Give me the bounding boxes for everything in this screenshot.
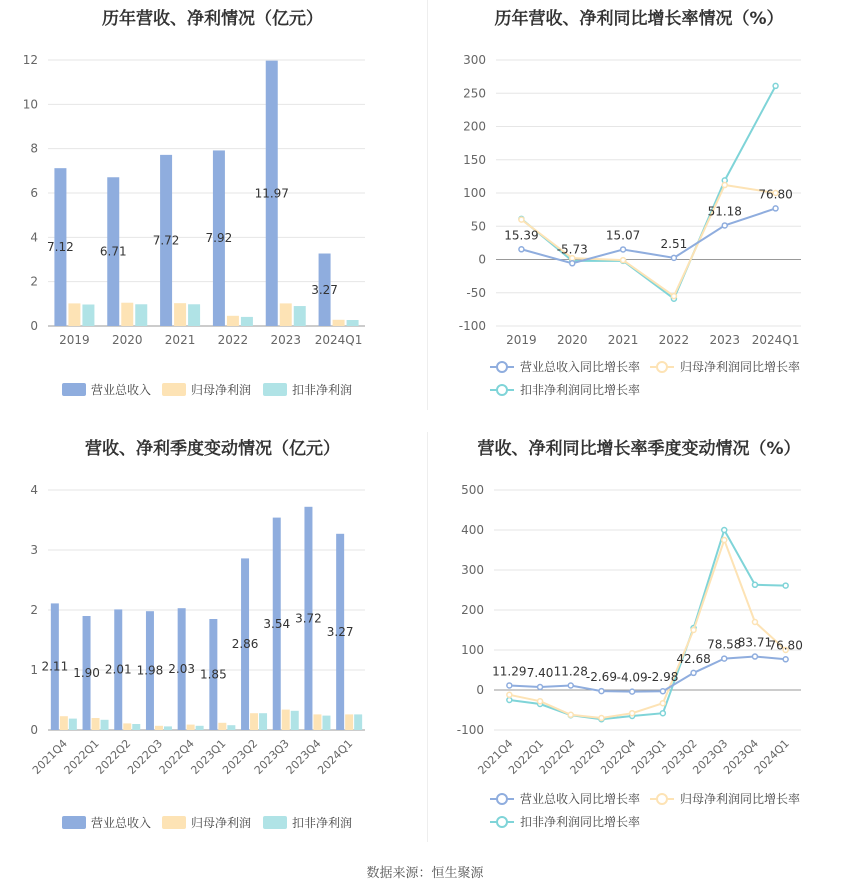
series-point: [722, 223, 727, 228]
series-point: [660, 711, 665, 716]
series-point: [599, 716, 604, 721]
quarterly-growth-chart: [428, 432, 850, 842]
series-point: [519, 247, 524, 252]
data-label: 7.12: [47, 240, 74, 255]
x-tick-label: 2023Q2: [220, 736, 261, 777]
x-tick-label: 2024Q1: [314, 333, 363, 347]
series-point: [568, 683, 573, 688]
legend-label: 营业总收入同比增长率: [520, 792, 641, 806]
annual-growth-panel: [428, 0, 850, 410]
y-tick-label: 200: [463, 119, 486, 134]
y-tick-label: 12: [22, 53, 38, 67]
y-tick-label: 150: [463, 152, 486, 167]
y-tick-label: 100: [461, 643, 484, 657]
series-point: [630, 689, 635, 694]
bar: [291, 711, 299, 730]
chart-title: 历年营收、净利情况（亿元）: [102, 9, 323, 29]
data-label: 42.68: [676, 651, 711, 666]
bar: [196, 726, 204, 730]
y-tick-label: -100: [458, 319, 486, 333]
data-label: 2.86: [231, 637, 259, 652]
data-label: 3.54: [263, 616, 291, 631]
series-point: [722, 183, 727, 188]
series-point: [507, 683, 512, 688]
y-tick-label: 0: [30, 319, 38, 333]
series-point: [621, 258, 626, 263]
y-tick-label: 2: [30, 603, 38, 617]
x-tick-label: 2022Q4: [598, 736, 639, 777]
data-label: 7.92: [205, 231, 233, 246]
legend-swatch: [62, 816, 86, 829]
x-tick-label: 2023Q1: [188, 736, 229, 777]
y-tick-label: 2: [30, 274, 38, 289]
series-point: [722, 656, 727, 661]
bar: [121, 303, 133, 326]
legend-label: 营业总收入: [91, 816, 152, 830]
series-point: [570, 261, 575, 266]
x-tick-label: 2021Q4: [475, 736, 516, 777]
x-tick-label: 2022: [217, 333, 249, 347]
quarterly-growth-panel: [428, 432, 850, 842]
legend-label: 扣非净利润: [292, 383, 353, 397]
data-label: 2.51: [660, 236, 688, 251]
bar: [174, 303, 186, 326]
bar: [69, 719, 77, 730]
series-point: [568, 712, 573, 717]
x-tick-label: 2021Q4: [29, 736, 70, 777]
bar: [164, 726, 172, 730]
legend-label: 归母净利润: [191, 816, 252, 830]
x-tick-label: 2023: [270, 333, 302, 347]
x-tick-label: 2024Q1: [315, 736, 356, 777]
bar: [282, 710, 290, 730]
bar: [101, 720, 109, 730]
bar: [187, 725, 195, 730]
data-label: 6.71: [99, 244, 127, 259]
quarterly-revenue-profit-chart: [0, 432, 425, 842]
bar: [313, 714, 321, 730]
bar: [82, 304, 94, 326]
y-tick-label: 500: [461, 483, 484, 497]
series-point: [722, 538, 727, 543]
data-label: 11.29: [492, 664, 527, 679]
x-tick-label: 2022Q1: [506, 736, 547, 777]
y-tick-label: 300: [463, 53, 486, 67]
bar: [294, 306, 306, 326]
y-tick-label: 1: [30, 663, 38, 677]
bar: [218, 723, 226, 730]
legend-label: 归母净利润同比增长率: [680, 360, 801, 374]
chart-title: 营收、净利同比增长率季度变动情况（%）: [477, 439, 801, 459]
data-label: 2.11: [41, 659, 69, 674]
data-label: 15.39: [504, 228, 539, 243]
series-point: [783, 583, 788, 588]
data-label: 3.27: [326, 624, 354, 639]
x-tick-label: 2023Q4: [721, 736, 762, 777]
x-tick-label: 2022Q2: [93, 736, 134, 777]
bar: [241, 317, 253, 326]
bar: [347, 320, 359, 326]
legend-marker: [657, 794, 667, 804]
y-tick-label: 200: [461, 603, 484, 617]
x-tick-label: 2019: [506, 333, 537, 347]
legend-swatch: [62, 383, 86, 396]
legend-label: 营业总收入: [91, 383, 152, 397]
x-tick-label: 2024Q1: [751, 333, 800, 347]
y-tick-label: 3: [30, 543, 38, 557]
data-label: 2.03: [168, 662, 196, 677]
x-tick-label: 2023Q3: [690, 736, 731, 777]
y-tick-label: 300: [461, 563, 484, 577]
annual-growth-chart: [428, 0, 850, 410]
bar: [92, 718, 100, 730]
x-tick-label: 2020: [111, 333, 143, 347]
series-line: [521, 86, 775, 299]
data-source: 数据来源：恒生聚源: [366, 866, 484, 881]
data-label: -2.69: [585, 670, 617, 685]
y-tick-label: 0: [476, 683, 484, 697]
x-tick-label: 2022Q4: [156, 736, 197, 777]
data-label: 7.40: [526, 666, 554, 681]
data-label: 76.80: [768, 638, 803, 653]
series-point: [671, 294, 676, 299]
y-tick-label: 4: [30, 483, 38, 497]
series-point: [752, 620, 757, 625]
bar: [250, 713, 258, 730]
bar: [155, 726, 163, 730]
y-tick-label: 10: [22, 97, 38, 112]
bar: [322, 716, 330, 730]
series-point: [722, 528, 727, 533]
data-label: -5.73: [556, 242, 588, 257]
legend-label: 扣非净利润同比增长率: [520, 383, 641, 397]
y-tick-label: 6: [30, 186, 38, 200]
y-tick-label: 8: [30, 141, 38, 156]
legend-label: 归母净利润: [191, 383, 252, 397]
legend-swatch: [263, 383, 287, 396]
series-point: [773, 83, 778, 88]
x-tick-label: 2022Q1: [61, 736, 102, 777]
x-tick-label: 2021: [164, 333, 196, 347]
series-point: [752, 654, 757, 659]
x-tick-label: 2023Q2: [659, 736, 700, 777]
x-tick-label: 2022: [658, 333, 690, 347]
series-point: [519, 217, 524, 222]
annual-revenue-profit-chart: [0, 0, 425, 410]
bar: [333, 320, 345, 326]
x-tick-label: 2022Q2: [536, 736, 577, 777]
x-tick-label: 2023Q3: [251, 736, 292, 777]
series-point: [507, 692, 512, 697]
data-label: 1.85: [199, 667, 227, 682]
bar: [354, 714, 362, 730]
legend-label: 归母净利润同比增长率: [680, 792, 801, 806]
series-point: [783, 657, 788, 662]
series-point: [660, 701, 665, 706]
legend-marker: [497, 817, 507, 827]
data-label: 51.18: [707, 204, 742, 219]
x-tick-label: 2023Q4: [283, 736, 324, 777]
y-tick-label: 0: [478, 252, 486, 267]
x-tick-label: 2022Q3: [567, 736, 608, 777]
bar: [259, 713, 267, 730]
y-tick-label: -100: [456, 723, 484, 737]
series-point: [691, 670, 696, 675]
x-tick-label: 2019: [59, 333, 90, 347]
x-tick-label: 2023Q1: [628, 736, 669, 777]
data-label: 15.07: [605, 228, 641, 243]
x-tick-label: 2021: [607, 333, 639, 347]
series-point: [671, 255, 676, 260]
y-tick-label: 400: [461, 523, 484, 537]
legend-label: 扣非净利润: [292, 816, 353, 830]
bar: [135, 304, 147, 326]
bar: [280, 303, 292, 326]
series-point: [570, 256, 575, 261]
series-point: [621, 247, 626, 252]
bar: [68, 303, 80, 326]
bar: [227, 316, 239, 326]
bar: [132, 724, 140, 730]
data-label: 78.58: [707, 637, 742, 652]
data-label: 83.71: [737, 635, 773, 650]
data-label: -2.98: [647, 670, 679, 685]
data-label: 1.90: [73, 666, 100, 680]
y-tick-label: 250: [463, 86, 486, 101]
data-label: -4.09: [616, 670, 648, 685]
x-tick-label: 2022Q3: [125, 736, 166, 777]
bar: [227, 725, 235, 730]
legend-marker: [657, 362, 667, 372]
bar: [60, 716, 68, 730]
legend-marker: [497, 794, 507, 804]
x-tick-label: 2024Q1: [751, 736, 792, 777]
series-point: [538, 699, 543, 704]
data-label: 7.72: [152, 233, 180, 248]
legend-marker: [497, 362, 507, 372]
bar: [188, 304, 200, 326]
data-label: 3.72: [295, 611, 322, 626]
legend-swatch: [162, 383, 186, 396]
y-tick-label: 4: [30, 230, 38, 245]
data-label: 76.80: [758, 187, 793, 202]
series-point: [660, 689, 665, 694]
legend-label: 营业总收入同比增长率: [520, 360, 641, 374]
annual-revenue-profit-panel: [0, 0, 425, 410]
quarterly-revenue-profit-panel: [0, 432, 425, 842]
y-tick-label: -50: [466, 285, 486, 300]
series-point: [599, 689, 604, 694]
series-point: [691, 628, 696, 633]
data-label: 1.98: [136, 663, 164, 678]
x-tick-label: 2023: [709, 333, 741, 347]
series-point: [507, 698, 512, 703]
legend-marker: [497, 385, 507, 395]
bar: [123, 723, 131, 730]
series-point: [752, 582, 757, 587]
legend-swatch: [263, 816, 287, 829]
chart-title: 历年营收、净利同比增长率情况（%）: [494, 9, 784, 29]
y-tick-label: 100: [463, 186, 486, 200]
legend-swatch: [162, 816, 186, 829]
data-label: 11.28: [553, 664, 588, 679]
data-label: 3.27: [311, 282, 338, 297]
x-tick-label: 2020: [556, 333, 588, 347]
series-point: [773, 206, 778, 211]
series-point: [630, 711, 635, 716]
data-label: 2.01: [104, 662, 132, 677]
bar: [345, 714, 353, 730]
series-point: [538, 685, 543, 690]
y-tick-label: 50: [470, 219, 486, 234]
legend-label: 扣非净利润同比增长率: [520, 815, 641, 829]
y-tick-label: 0: [30, 723, 38, 737]
chart-title: 营收、净利季度变动情况（亿元）: [85, 439, 340, 459]
data-label: 11.97: [254, 186, 289, 201]
